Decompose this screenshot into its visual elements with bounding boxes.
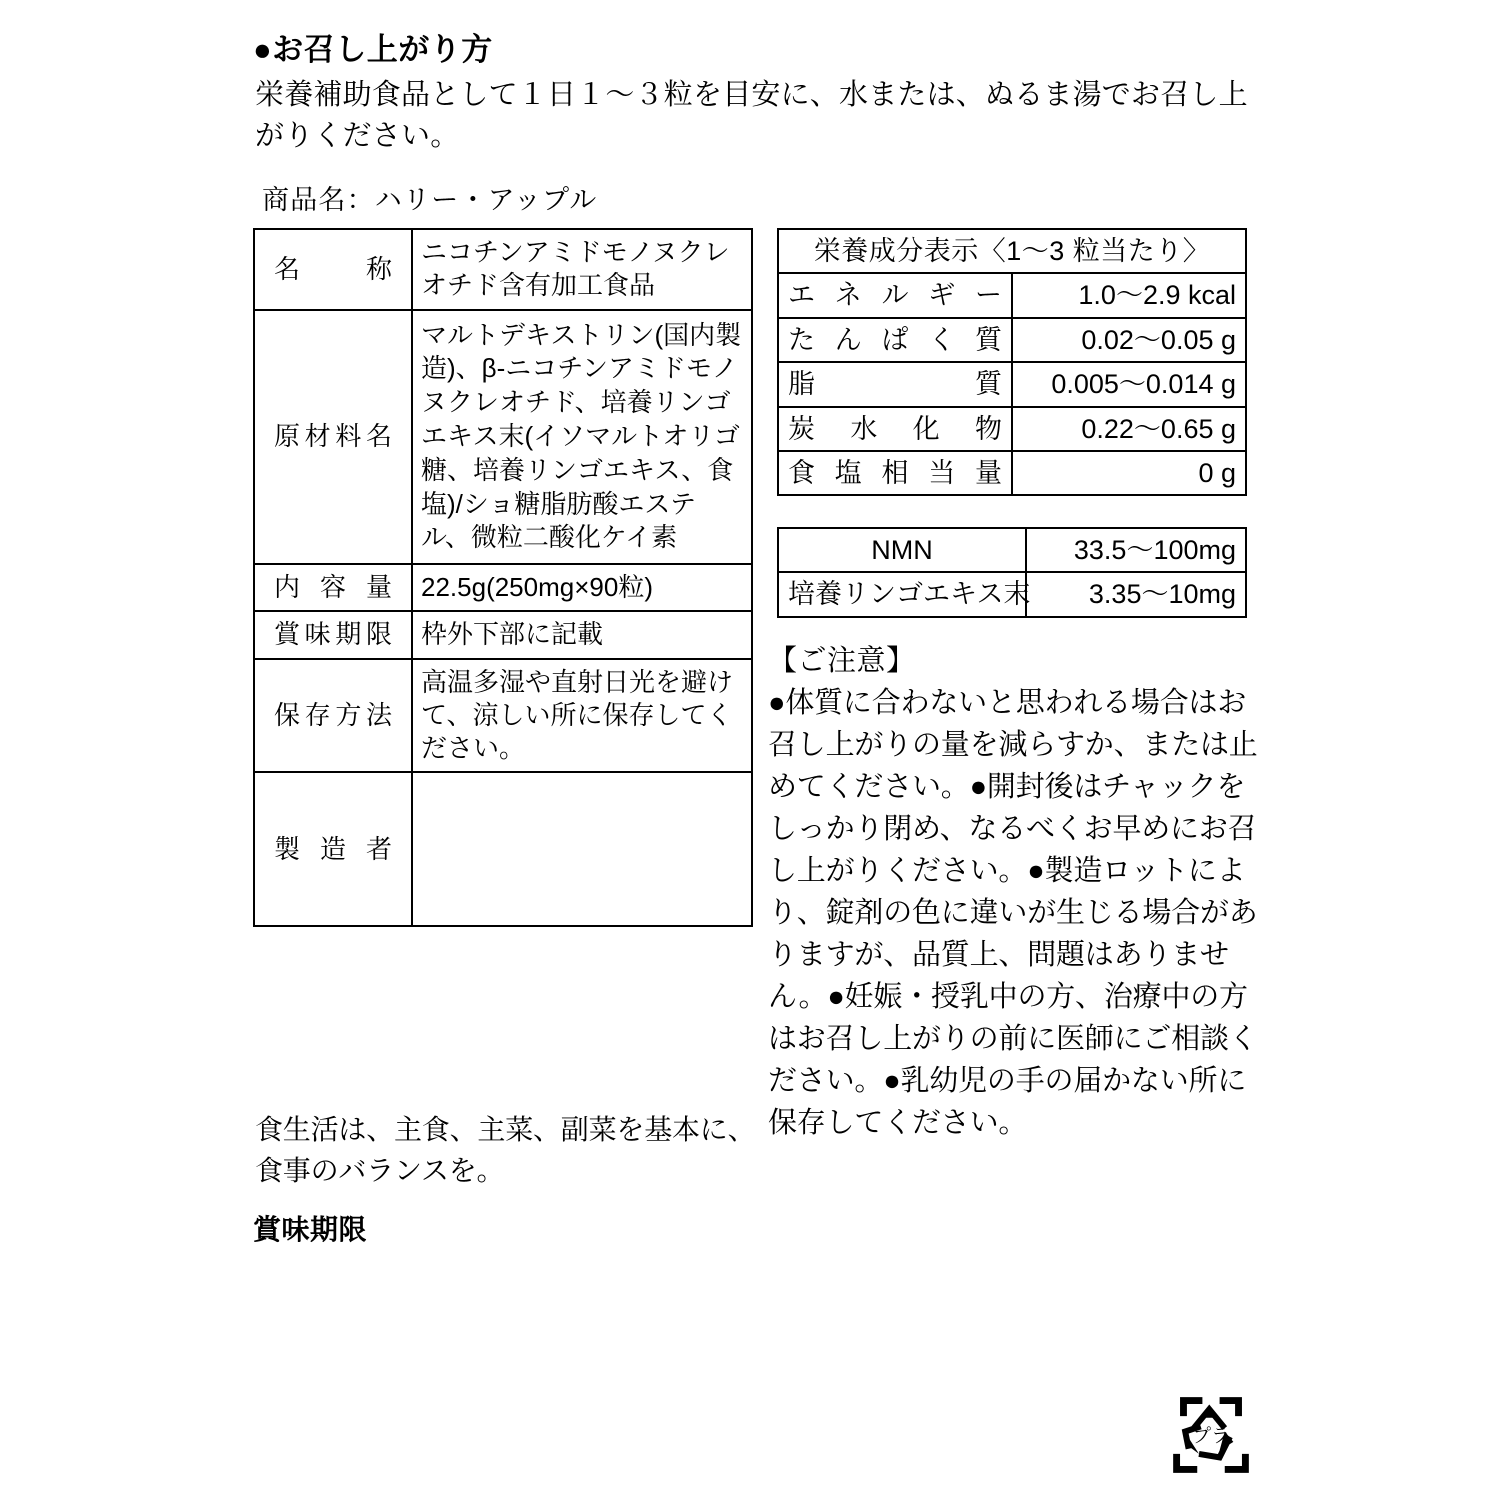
info-label-quantity-text: 内 容 量 (274, 572, 392, 603)
table-row (778, 362, 1246, 406)
info-label-expiry (254, 611, 412, 658)
info-value-quantity: 22.5g(250mg×90粒) (412, 564, 752, 611)
info-value-name: ニコチンアミドモノヌクレオチド含有加工食品 (412, 229, 752, 310)
svg-text:プラ: プラ (1192, 1425, 1230, 1447)
info-label-name (254, 229, 412, 310)
nutrition-label-protein: たんぱく質 (778, 318, 1012, 362)
table-row (254, 772, 752, 926)
product-name-line: 商品名：ハリー・アップル (262, 185, 598, 215)
nutrition-label-apple-extract: 培養リンゴエキス末 (778, 572, 1026, 616)
info-label-storage (254, 659, 412, 773)
nutrition-value-salt: 0 g (1012, 451, 1246, 495)
nutrition-label-carbs: 炭水化物 (778, 407, 1012, 451)
nutrition-value-apple-extract: 3.35〜10mg (1026, 572, 1246, 616)
nutrition-label-energy: エネルギー (778, 273, 1012, 317)
nutrition-value-fat: 0.005〜0.014 g (1012, 362, 1246, 406)
info-label-ingredients-text: 原材料名 (274, 421, 392, 452)
info-label-quantity (254, 564, 412, 611)
info-label-expiry-text: 賞味期限 (274, 619, 392, 650)
product-info-table (253, 228, 753, 927)
nutrition-value-nmn: 33.5〜100mg (1026, 528, 1246, 572)
nutrition-value-carbs: 0.22〜0.65 g (1012, 407, 1246, 451)
info-value-expiry: 枠外下部に記載 (412, 611, 752, 658)
info-label-storage-text: 保存方法 (274, 699, 392, 730)
expiry-label: 賞味期限 (253, 1214, 368, 1245)
usage-body: 栄養補助食品として１日１〜３粒を目安に、水または、ぬるま湯でお召し上がりください。 (255, 79, 1248, 153)
table-row (254, 229, 752, 310)
info-label-manufacturer-text: 製 造 者 (274, 833, 392, 864)
caution-title: 【ご注意】 (768, 645, 916, 677)
balance-note: 食生活は、主食、主菜、副菜を基本に、食事のバランスを。 (255, 1114, 756, 1186)
plastic-recycle-icon (1168, 1392, 1254, 1478)
table-row (778, 318, 1246, 362)
nutrition-header: 栄養成分表示〈1〜3 粒当たり〉 (778, 229, 1246, 273)
table-row (254, 564, 752, 611)
nutrition-extra-table (777, 527, 1247, 618)
nutrition-value-energy: 1.0〜2.9 kcal (1012, 273, 1246, 317)
table-row (254, 310, 752, 565)
nutrition-label-nmn: NMN (778, 528, 1026, 572)
table-row (778, 572, 1246, 616)
table-row (778, 451, 1246, 495)
table-row (254, 659, 752, 773)
table-row (254, 611, 752, 658)
table-row (778, 273, 1246, 317)
usage-heading: ●お召し上がり方 (253, 32, 493, 67)
info-label-manufacturer (254, 772, 412, 926)
nutrition-value-protein: 0.02〜0.05 g (1012, 318, 1246, 362)
nutrition-label-fat: 脂 質 (778, 362, 1012, 406)
info-value-manufacturer (412, 772, 752, 926)
info-value-storage: 高温多湿や直射日光を避けて、涼しい所に保存してください。 (412, 659, 752, 773)
info-label-ingredients (254, 310, 412, 565)
caution-body: ●体質に合わないと思われる場合はお召し上がりの量を減らすか、または止めてください。●開封後はチャックをしっかり閉め、なるべくお早めにお召し上がりください。●製造ロットにより、錠剤の色に違いが生じる場合がありますが、品質上、問題はありません。●妊娠・授乳中の方、治療中の方はお召し上がりの前に医師にご相談ください。●乳幼児の手の届かない所に保存してください。 (768, 687, 1258, 1140)
table-row (778, 407, 1246, 451)
nutrition-label-salt: 食塩相当量 (778, 451, 1012, 495)
table-row (778, 528, 1246, 572)
nutrition-facts-table (777, 228, 1247, 496)
info-label-name-text: 名 称 (274, 253, 392, 284)
table-row (778, 229, 1246, 273)
info-value-ingredients: マルトデキストリン(国内製造)、β-ニコチンアミドモノヌクレオチド、培養リンゴエキス末(イソマルトオリゴ糖、培養リンゴエキス、食塩)/ショ糖脂肪酸エステル、微粒二酸化ケイ素 (412, 310, 752, 565)
